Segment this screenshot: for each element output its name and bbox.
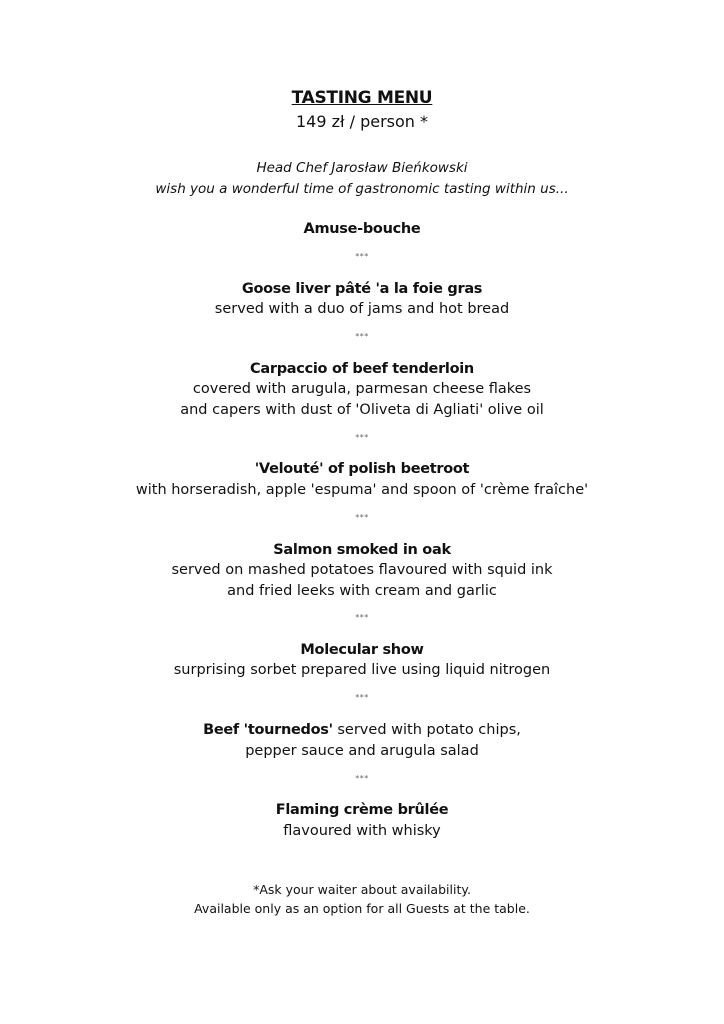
course-name-goose-liver: Goose liver pâté 'a la foie gras [241, 281, 483, 297]
footer-note-1: *Ask your waiter about availability. [253, 882, 471, 897]
course-name-veloute: 'Velouté' of polish beetroot [254, 461, 470, 477]
course-separator: *** [355, 613, 369, 622]
chef-intro-line-1: Head Chef Jarosław Bieńkowski [256, 160, 468, 176]
menu-price: 149 zł / person * [295, 112, 429, 131]
course-desc-tournedos-2: pepper sauce and arugula salad [245, 743, 479, 759]
course-line-tournedos [0, 720, 724, 740]
course-desc-creme-brulee: flavoured with whisky [283, 823, 441, 839]
course-desc-veloute: with horseradish, apple 'espuma' and spoon of 'crème fraîche' [135, 482, 589, 498]
course-separator: *** [355, 774, 369, 783]
course-separator: *** [355, 252, 369, 261]
course-desc-carpaccio-2: and capers with dust of 'Oliveta di Agliati' olive oil [180, 402, 544, 418]
course-desc-molecular-show: surprising sorbet prepared live using liquid nitrogen [173, 662, 551, 678]
course-desc-goose-liver: served with a duo of jams and hot bread [214, 301, 510, 317]
course-separator: *** [355, 433, 369, 442]
course-desc-tournedos-1: served with potato chips, [332, 722, 521, 738]
chef-intro-line-2: wish you a wonderful time of gastronomic tasting within us... [155, 181, 569, 197]
course-name-carpaccio: Carpaccio of beef tenderloin [250, 361, 474, 377]
course-separator: *** [355, 693, 369, 702]
course-desc-salmon-1: served on mashed potatoes flavoured with squid ink [171, 562, 553, 578]
course-name-creme-brulee: Flaming crème brûlée [275, 802, 449, 818]
menu-title: TASTING MENU [291, 88, 433, 108]
course-separator: *** [355, 332, 369, 341]
course-name-amuse-bouche: Amuse-bouche [303, 221, 421, 237]
footer-note-2: Available only as an option for all Guests at the table. [194, 901, 530, 916]
course-name-molecular-show: Molecular show [300, 642, 424, 658]
course-desc-salmon-2: and fried leeks with cream and garlic [227, 583, 497, 599]
course-desc-carpaccio-1: covered with arugula, parmesan cheese flakes [192, 381, 532, 397]
course-separator: *** [355, 513, 369, 522]
course-name-salmon: Salmon smoked in oak [273, 542, 451, 558]
course-name-tournedos: Beef 'tournedos' [203, 722, 333, 738]
